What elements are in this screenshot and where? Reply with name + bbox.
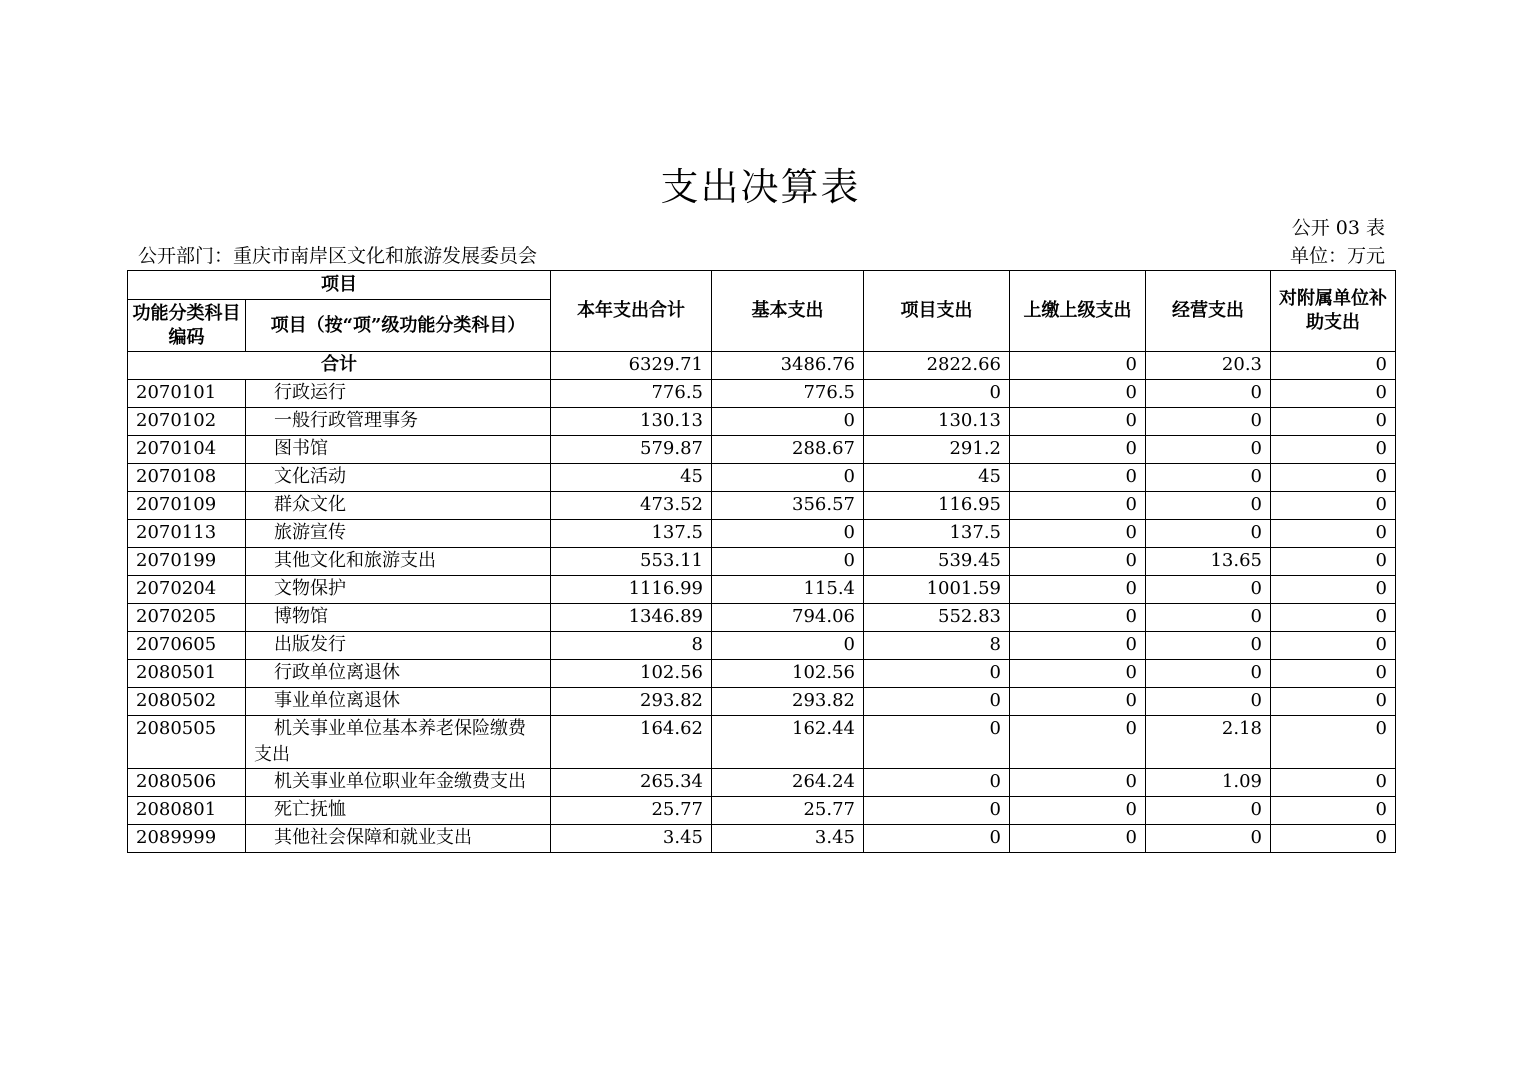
cell-total: 3.45	[551, 825, 712, 853]
table-row	[128, 576, 1396, 604]
cell-code: 2080501	[128, 660, 246, 688]
cell-business: 0	[1146, 436, 1271, 464]
table-row	[128, 548, 1396, 576]
table-row	[128, 716, 1396, 769]
cell-business: 0	[1146, 604, 1271, 632]
cell-subsidy: 0	[1271, 716, 1396, 769]
cell-basic: 0	[712, 548, 864, 576]
cell-upper: 0	[1010, 492, 1146, 520]
header-code: 功能分类科目编码	[128, 300, 246, 352]
unit-label: 单位：万元	[1289, 245, 1385, 267]
cell-project: 116.95	[864, 492, 1010, 520]
cell-name: 事业单位离退休	[246, 688, 551, 716]
cell-basic: 776.5	[712, 380, 864, 408]
cell-total: 473.52	[551, 492, 712, 520]
cell-subsidy: 0	[1271, 576, 1396, 604]
cell-upper: 0	[1010, 660, 1146, 688]
table-row	[128, 660, 1396, 688]
cell-business: 0	[1146, 797, 1271, 825]
cell-business: 13.65	[1146, 548, 1271, 576]
cell-basic: 293.82	[712, 688, 864, 716]
table-row	[128, 797, 1396, 825]
cell-total: 265.34	[551, 769, 712, 797]
cell-name: 图书馆	[246, 436, 551, 464]
cell-name: 文物保护	[246, 576, 551, 604]
cell-basic: 0	[712, 408, 864, 436]
cell-basic: 794.06	[712, 604, 864, 632]
cell-name: 文化活动	[246, 464, 551, 492]
cell-subsidy: 0	[1271, 797, 1396, 825]
cell-name: 旅游宣传	[246, 520, 551, 548]
cell-upper: 0	[1010, 632, 1146, 660]
header-item-group: 项目	[128, 271, 551, 300]
cell-subsidy: 0	[1271, 520, 1396, 548]
cell-project: 130.13	[864, 408, 1010, 436]
cell-basic: 0	[712, 632, 864, 660]
cell-name: 其他社会保障和就业支出	[246, 825, 551, 853]
cell-name: 机关事业单位职业年金缴费支出	[246, 769, 551, 797]
table-row	[128, 825, 1396, 853]
cell-name: 群众文化	[246, 492, 551, 520]
cell-business: 0	[1146, 380, 1271, 408]
cell-subsidy: 0	[1271, 604, 1396, 632]
cell-upper: 0	[1010, 548, 1146, 576]
header-business: 经营支出	[1146, 271, 1271, 352]
cell-subsidy: 0	[1271, 436, 1396, 464]
cell-upper: 0	[1010, 464, 1146, 492]
cell-name: 行政运行	[246, 380, 551, 408]
cell-subsidy: 0	[1271, 769, 1396, 797]
cell-upper: 0	[1010, 716, 1146, 769]
cell-business: 1.09	[1146, 769, 1271, 797]
cell-code: 2070113	[128, 520, 246, 548]
header-basic: 基本支出	[712, 271, 864, 352]
cell-total: 130.13	[551, 408, 712, 436]
cell-business: 0	[1146, 576, 1271, 604]
total-cell-upper: 0	[1010, 352, 1146, 380]
cell-project: 45	[864, 464, 1010, 492]
cell-subsidy: 0	[1271, 408, 1396, 436]
cell-name: 死亡抚恤	[246, 797, 551, 825]
table-row	[128, 464, 1396, 492]
cell-total: 776.5	[551, 380, 712, 408]
header-upper: 上缴上级支出	[1010, 271, 1146, 352]
cell-subsidy: 0	[1271, 464, 1396, 492]
cell-project: 0	[864, 769, 1010, 797]
table-row	[128, 408, 1396, 436]
cell-upper: 0	[1010, 436, 1146, 464]
cell-project: 0	[864, 797, 1010, 825]
cell-basic: 356.57	[712, 492, 864, 520]
cell-total: 8	[551, 632, 712, 660]
header-total: 本年支出合计	[551, 271, 712, 352]
cell-subsidy: 0	[1271, 548, 1396, 576]
cell-basic: 0	[712, 464, 864, 492]
cell-business: 0	[1146, 520, 1271, 548]
table-row	[128, 380, 1396, 408]
cell-basic: 3.45	[712, 825, 864, 853]
cell-basic: 102.56	[712, 660, 864, 688]
cell-project: 0	[864, 716, 1010, 769]
cell-code: 2080505	[128, 716, 246, 769]
cell-name: 行政单位离退休	[246, 660, 551, 688]
cell-code: 2070204	[128, 576, 246, 604]
cell-name: 出版发行	[246, 632, 551, 660]
cell-code: 2080502	[128, 688, 246, 716]
cell-business: 0	[1146, 464, 1271, 492]
cell-name: 机关事业单位基本养老保险缴费支出	[246, 716, 551, 769]
table-row	[128, 436, 1396, 464]
cell-upper: 0	[1010, 688, 1146, 716]
table-row	[128, 769, 1396, 797]
header-project: 项目支出	[864, 271, 1010, 352]
cell-project: 0	[864, 660, 1010, 688]
cell-upper: 0	[1010, 825, 1146, 853]
cell-basic: 25.77	[712, 797, 864, 825]
cell-project: 291.2	[864, 436, 1010, 464]
cell-name: 一般行政管理事务	[246, 408, 551, 436]
table-row	[128, 688, 1396, 716]
cell-total: 102.56	[551, 660, 712, 688]
cell-code: 2080506	[128, 769, 246, 797]
cell-code: 2070605	[128, 632, 246, 660]
cell-business: 0	[1146, 408, 1271, 436]
cell-subsidy: 0	[1271, 632, 1396, 660]
page-title: 支出决算表	[660, 165, 861, 209]
total-cell-total: 6329.71	[551, 352, 712, 380]
cell-basic: 162.44	[712, 716, 864, 769]
cell-project: 8	[864, 632, 1010, 660]
cell-upper: 0	[1010, 576, 1146, 604]
cell-total: 137.5	[551, 520, 712, 548]
cell-code: 2070199	[128, 548, 246, 576]
cell-basic: 0	[712, 520, 864, 548]
cell-business: 2.18	[1146, 716, 1271, 769]
department-label: 公开部门：重庆市南岸区文化和旅游发展委员会	[138, 245, 538, 267]
cell-total: 25.77	[551, 797, 712, 825]
cell-total: 293.82	[551, 688, 712, 716]
table-row	[128, 604, 1396, 632]
cell-subsidy: 0	[1271, 825, 1396, 853]
header-subsidy: 对附属单位补助支出	[1271, 271, 1396, 352]
table-row	[128, 492, 1396, 520]
cell-code: 2089999	[128, 825, 246, 853]
cell-name: 博物馆	[246, 604, 551, 632]
header-name: 项目（按“项”级功能分类科目）	[246, 300, 551, 352]
cell-project: 539.45	[864, 548, 1010, 576]
cell-business: 0	[1146, 660, 1271, 688]
cell-code: 2070104	[128, 436, 246, 464]
total-cell-subsidy: 0	[1271, 352, 1396, 380]
cell-project: 552.83	[864, 604, 1010, 632]
expenditure-table	[127, 270, 1396, 853]
cell-name: 其他文化和旅游支出	[246, 548, 551, 576]
cell-business: 0	[1146, 688, 1271, 716]
cell-upper: 0	[1010, 408, 1146, 436]
cell-total: 164.62	[551, 716, 712, 769]
cell-project: 1001.59	[864, 576, 1010, 604]
cell-basic: 264.24	[712, 769, 864, 797]
cell-code: 2070108	[128, 464, 246, 492]
cell-code: 2080801	[128, 797, 246, 825]
total-cell-project: 2822.66	[864, 352, 1010, 380]
total-row	[128, 352, 1396, 380]
cell-code: 2070102	[128, 408, 246, 436]
cell-upper: 0	[1010, 520, 1146, 548]
cell-project: 0	[864, 688, 1010, 716]
form-number: 公开 03 表	[1291, 217, 1385, 239]
cell-subsidy: 0	[1271, 380, 1396, 408]
cell-project: 137.5	[864, 520, 1010, 548]
cell-project: 0	[864, 380, 1010, 408]
cell-subsidy: 0	[1271, 660, 1396, 688]
cell-code: 2070101	[128, 380, 246, 408]
cell-business: 0	[1146, 492, 1271, 520]
cell-business: 0	[1146, 632, 1271, 660]
total-cell-business: 20.3	[1146, 352, 1271, 380]
cell-upper: 0	[1010, 380, 1146, 408]
cell-total: 1116.99	[551, 576, 712, 604]
cell-business: 0	[1146, 825, 1271, 853]
cell-total: 553.11	[551, 548, 712, 576]
total-label: 合计	[128, 352, 551, 380]
cell-total: 579.87	[551, 436, 712, 464]
cell-project: 0	[864, 825, 1010, 853]
table-row	[128, 632, 1396, 660]
table-row	[128, 520, 1396, 548]
cell-basic: 115.4	[712, 576, 864, 604]
cell-subsidy: 0	[1271, 688, 1396, 716]
cell-upper: 0	[1010, 769, 1146, 797]
cell-subsidy: 0	[1271, 492, 1396, 520]
cell-upper: 0	[1010, 604, 1146, 632]
cell-total: 45	[551, 464, 712, 492]
total-cell-basic: 3486.76	[712, 352, 864, 380]
cell-basic: 288.67	[712, 436, 864, 464]
cell-code: 2070109	[128, 492, 246, 520]
cell-upper: 0	[1010, 797, 1146, 825]
cell-code: 2070205	[128, 604, 246, 632]
cell-total: 1346.89	[551, 604, 712, 632]
